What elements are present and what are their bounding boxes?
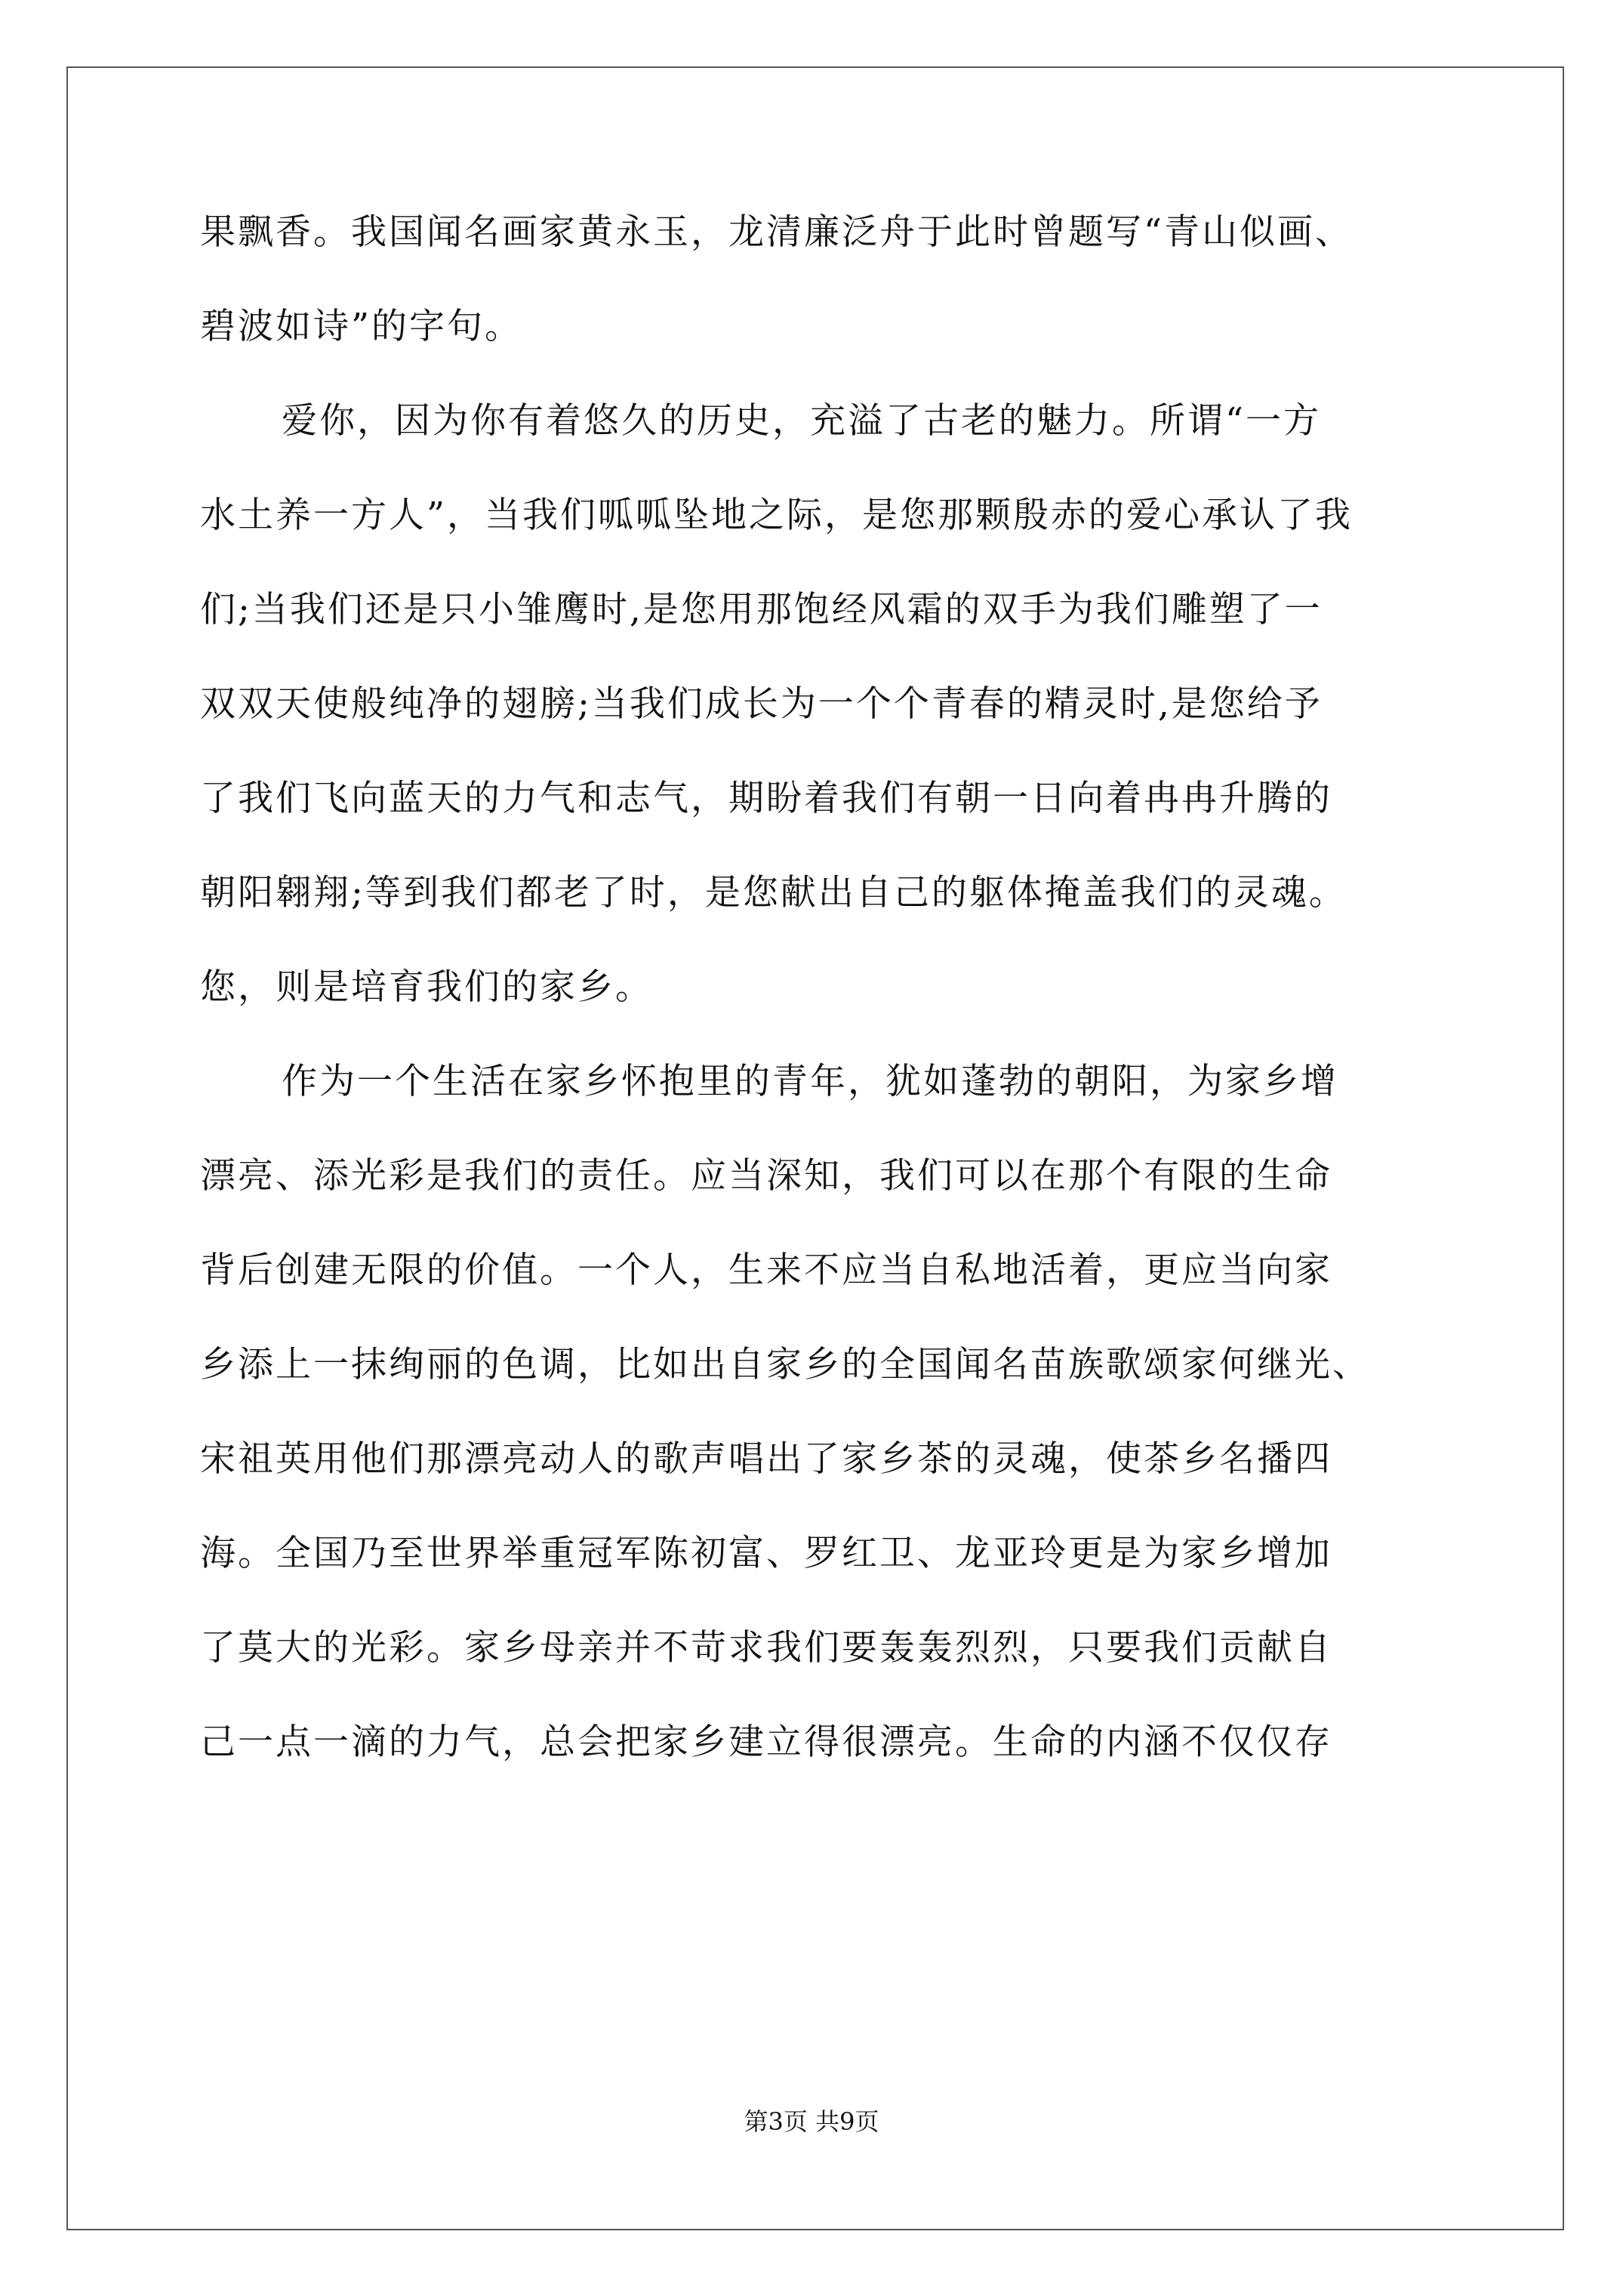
text-line: 们;当我们还是只小雏鹰时,是您用那饱经风霜的双手为我们雕塑了一 [200, 589, 1323, 630]
text-line: 您，则是培育我们的家乡。 [200, 966, 653, 1008]
text-line: 乡添上一抹绚丽的色调，比如出自家乡的全国闻名苗族歌颂家何继光、 [200, 1344, 1370, 1385]
text-line: 宋祖英用他们那漂亮动人的歌声唱出了家乡茶的灵魂，使茶乡名播四 [200, 1438, 1332, 1480]
text-line: 海。全国乃至世界举重冠军陈初富、罗红卫、龙亚玲更是为家乡增加 [200, 1533, 1332, 1574]
text-line: 水土养一方人”，当我们呱呱坠地之际，是您那颗殷赤的爱心承认了我 [200, 495, 1354, 536]
paragraph-start-line: 作为一个生活在家乡怀抱里的青年，犹如蓬勃的朝阳，为家乡增 [282, 1061, 1338, 1102]
text-line: 果飘香。我国闻名画家黄永玉，龙清廉泛舟于此时曾题写“青山似画、 [200, 211, 1354, 253]
text-line: 漂亮、添光彩是我们的责任。应当深知，我们可以在那个有限的生命 [200, 1155, 1332, 1197]
text-line: 朝阳翱翔;等到我们都老了时，是您献出自己的躯体掩盖我们的灵魂。 [200, 872, 1347, 914]
text-line: 己一点一滴的力气，总会把家乡建立得很漂亮。生命的内涵不仅仅存 [200, 1721, 1332, 1763]
text-line: 了我们飞向蓝天的力气和志气，期盼着我们有朝一日向着冉冉升腾的 [200, 778, 1332, 819]
text-line: 双双天使般纯净的翅膀;当我们成长为一个个青春的精灵时,是您给予 [200, 683, 1323, 725]
text-line: 碧波如诗”的字句。 [200, 306, 523, 347]
text-line: 背后创建无限的价值。一个人，生来不应当自私地活着，更应当向家 [200, 1250, 1332, 1291]
text-line: 了莫大的光彩。家乡母亲并不苛求我们要轰轰烈烈，只要我们贡献自 [200, 1627, 1332, 1669]
page-number-footer: 第3页 共9页 [744, 2107, 879, 2136]
body-text [200, 213, 1476, 1817]
paragraph-start-line: 爱你，因为你有着悠久的历史，充溢了古老的魅力。所谓“一方 [282, 400, 1322, 442]
